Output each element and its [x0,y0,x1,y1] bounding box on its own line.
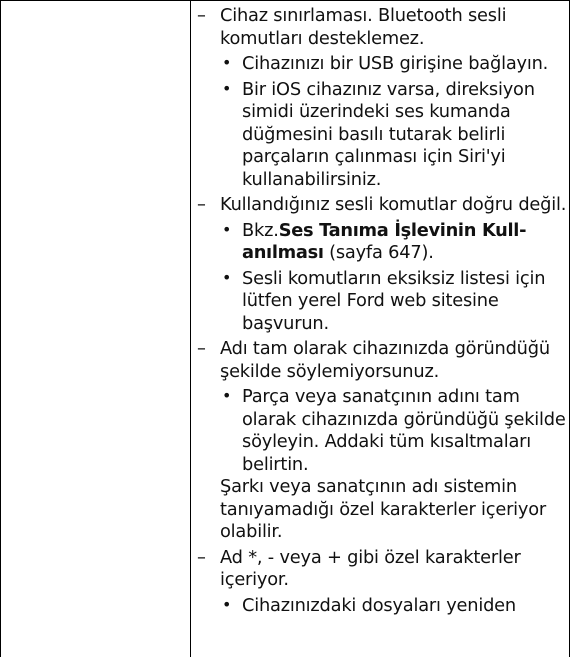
list-item [197,220,567,265]
dash-marker: – [197,546,206,568]
bullet-marker: • [222,78,232,98]
item-text: Kullandığınız sesli komutlar doğru değil. [220,194,567,215]
table-cell-content [197,5,567,617]
list-item [197,386,567,476]
dash-marker: – [197,5,206,26]
item-text: Adı tam olarak cihazınızda göründüğü şekilde söylemiyorsunuz. [220,338,550,382]
reference-title-line1: Ses Tanıma İşlevinin Kull- [278,219,527,241]
list-item [197,338,567,383]
list-item [197,268,567,336]
reference-prefix: Bkz. [242,219,279,241]
bullet-marker: • [222,594,232,614]
list-item [197,595,567,618]
item-text: Parça veya sanatçının adını tam olarak cihazınızda göründüğü şekilde söyleyin. Addaki tüm kısaltmaları belirtin. [242,386,566,475]
item-text: Cihazınızı bir USB girişine bağlayın. [242,53,549,74]
note-paragraph [197,476,567,544]
item-text: Cihaz sınırlaması. Bluetooth sesli komutları desteklemez. [220,5,507,49]
item-text: Bir iOS cihazınız varsa, direksiyon simidi üzerindeki ses kumanda düğmesini basılı tutarak belirli parçaların çalınması için Siri'yi kullanabilirsiniz. [242,78,535,190]
list-item [197,53,567,76]
bullet-marker: • [222,53,232,72]
item-text: Şarkı veya sanatçının adı sistemin tanıyamadığı özel karakterler içeriyor olabilir. [220,476,547,542]
list-item [197,79,567,192]
dash-marker: – [197,338,206,359]
item-text: Cihazınızdaki dosyaları yeniden [242,594,516,616]
dash-marker: – [197,194,206,215]
bullet-marker: • [222,219,232,239]
reference-title-line2: anılması [242,242,324,263]
bullet-marker: • [222,267,232,287]
item-text: Ad *, - veya + gibi özel karakterler içeriyor. [220,546,521,590]
list-item [197,5,567,50]
list-item [197,547,567,592]
list-item [197,194,567,217]
reference-page: (sayfa 647). [323,242,434,263]
item-text: Sesli komutların eksiksiz listesi için lütfen yerel Ford web sitesine başvurun. [242,267,546,334]
bullet-marker: • [222,386,232,405]
